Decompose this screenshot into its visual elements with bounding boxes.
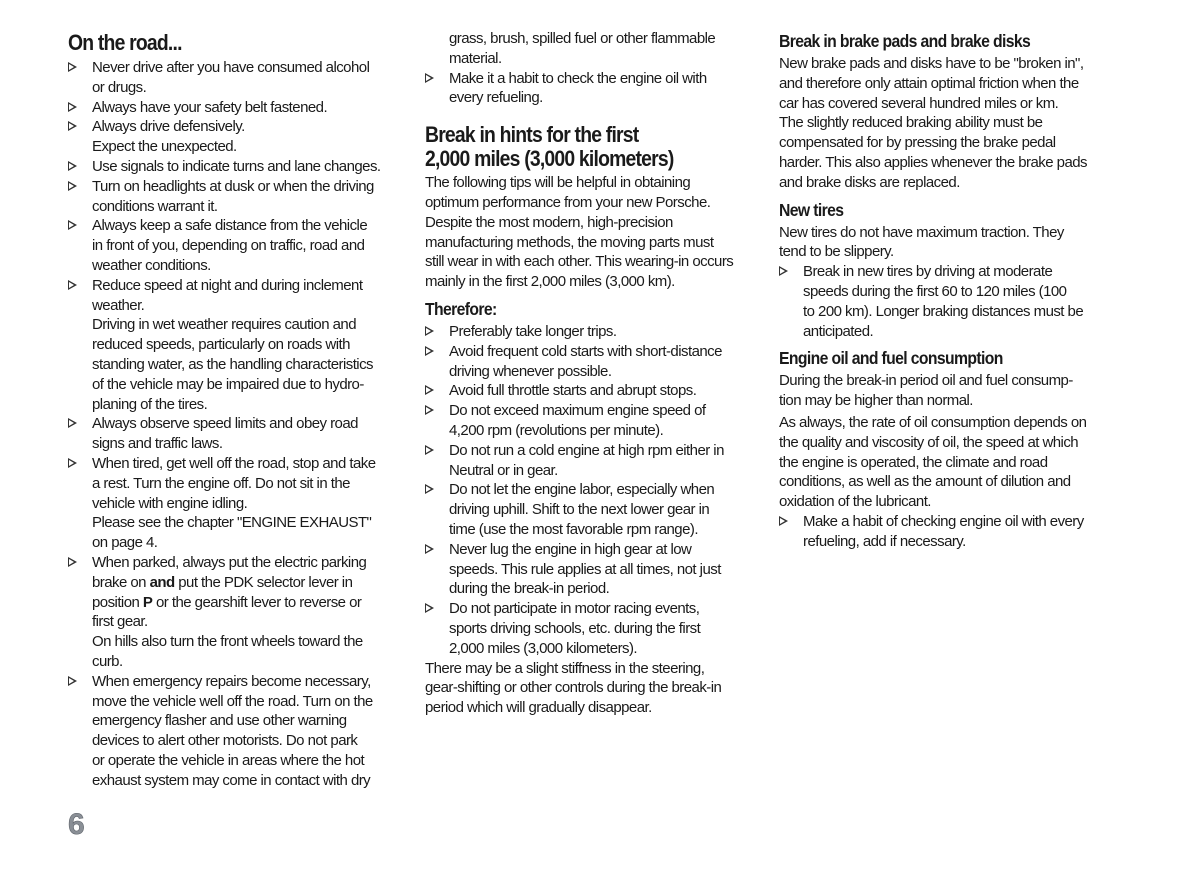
page-number: 6 (68, 808, 85, 841)
bullet-item (425, 342, 770, 382)
subsection-heading: Break in brake pads and brake disks (779, 31, 1031, 51)
text-line: or operate the vehicle in areas where the hot (92, 751, 365, 769)
text-line: a rest. Turn the engine off. Do not sit in the (92, 474, 350, 492)
text-line (68, 573, 413, 593)
triangle-bullet-icon (68, 220, 77, 230)
triangle-bullet-icon (68, 102, 77, 112)
paragraph (779, 413, 1124, 512)
text-span: position (92, 593, 143, 611)
triangle-bullet-icon (68, 121, 77, 131)
text-line: mainly in the first 2,000 miles (3,000 km). (425, 273, 675, 291)
text-line: Use signals to indicate turns and lane changes. (92, 157, 381, 175)
text-line: reduced speeds, particularly on roads with (92, 336, 350, 354)
text-line: period which will gradually disappear. (425, 699, 652, 717)
text-line: on page 4. (92, 534, 158, 552)
triangle-bullet-icon (779, 266, 788, 276)
text-line: Make it a habit to check the engine oil with (449, 69, 707, 87)
bullet-item (425, 540, 770, 599)
bullet-item (68, 553, 413, 672)
text-line: compensated for by pressing the brake pedal (779, 134, 1056, 152)
bullet-item (425, 480, 770, 539)
text-line: oxidation of the lubricant. (779, 493, 931, 511)
text-line: in front of you, depending on traffic, road and (92, 237, 365, 255)
triangle-bullet-icon (68, 62, 77, 72)
text-line: Despite the most modern, high-precision (425, 213, 673, 231)
text-line: When tired, get well off the road, stop and take (92, 454, 376, 472)
text-line: Make a habit of checking engine oil with every (803, 512, 1084, 530)
text-line: Neutral or in gear. (449, 461, 558, 479)
text-line: Always observe speed limits and obey road (92, 415, 358, 433)
text-line: curb. (92, 652, 123, 670)
text-line: optimum performance from your new Porsche. (425, 193, 711, 211)
text-line: When emergency repairs become necessary, (92, 672, 371, 690)
column-1 (68, 29, 413, 790)
text-line: standing water, as the handling characteristics (92, 355, 373, 373)
bullet-item (425, 69, 770, 109)
bullet-item (68, 117, 413, 157)
text-line: first gear. (92, 613, 148, 631)
bullet-item (425, 441, 770, 481)
triangle-bullet-icon (425, 385, 434, 395)
paragraph (425, 173, 770, 292)
text-line: The following tips will be helpful in obtaining (425, 174, 691, 192)
text-line: Avoid full throttle starts and abrupt stops. (449, 382, 697, 400)
triangle-bullet-icon (425, 544, 434, 554)
paragraph (779, 371, 1124, 411)
text-line: vehicle with engine idling. (92, 494, 248, 512)
text-line: time (use the most favorable rpm range). (449, 520, 698, 538)
text-line: Avoid frequent cold starts with short-distance (449, 342, 722, 360)
bullet-item (425, 401, 770, 441)
text-line: the quality and viscosity of oil, the speed at which (779, 433, 1079, 451)
text-line: Break in new tires by driving at moderate (803, 263, 1053, 281)
text-line: planing of the tires. (92, 395, 208, 413)
bullet-item (68, 276, 413, 415)
text-line: still wear in with each other. This wearing-in occurs (425, 253, 734, 271)
column-2 (425, 29, 770, 718)
text-span: or the gearshift lever to reverse or (152, 593, 362, 611)
text-line: Reduce speed at night and during inclement (92, 276, 363, 294)
triangle-bullet-icon (68, 458, 77, 468)
bullet-item (779, 512, 1124, 552)
heading-line: 2,000 miles (3,000 kilometers) (425, 146, 674, 172)
text-line: the engine is operated, the climate and road (779, 453, 1048, 471)
text-line: 4,200 rpm (revolutions per minute). (449, 421, 664, 439)
text-line: Do not exceed maximum engine speed of (449, 402, 706, 420)
text-line: refueling, add if necessary. (803, 532, 966, 550)
text-line: and brake disks are replaced. (779, 173, 960, 191)
bullet-item (68, 216, 413, 275)
text-line: Please see the chapter "ENGINE EXHAUST" (92, 514, 372, 532)
bullet-item (68, 672, 413, 791)
triangle-bullet-icon (425, 405, 434, 415)
text-line: exhaust system may come in contact with dry (92, 771, 371, 789)
bold-text: and (149, 573, 175, 591)
text-line: during the break-in period. (449, 580, 610, 598)
text-line: Expect the unexpected. (92, 138, 237, 156)
text-line: car has covered several hundred miles or km. (779, 94, 1059, 112)
triangle-bullet-icon (68, 181, 77, 191)
text-line: manufacturing methods, the moving parts must (425, 233, 714, 251)
text-line: tion may be higher than normal. (779, 392, 973, 410)
text-line: conditions, as well as the amount of dilution and (779, 473, 1071, 491)
subsection-heading: Engine oil and fuel consumption (779, 348, 1003, 369)
paragraph (425, 29, 770, 69)
triangle-bullet-icon (425, 73, 434, 83)
text-line: Driving in wet weather requires caution and (92, 316, 357, 334)
text-span: brake on (92, 573, 150, 591)
bullet-item (425, 322, 770, 342)
triangle-bullet-icon (68, 676, 77, 686)
bullet-item (68, 58, 413, 98)
text-line: Always drive defensively. (92, 118, 245, 136)
paragraph (779, 223, 1124, 263)
bullet-item (68, 414, 413, 454)
text-line: sports driving schools, etc. during the first (449, 619, 701, 637)
text-line: As always, the rate of oil consumption depends on (779, 413, 1087, 431)
section-heading (425, 123, 729, 171)
text-line: On hills also turn the front wheels toward the (92, 633, 363, 651)
bullet-item (68, 98, 413, 118)
text-line: speeds. This rule applies at all times, not just (449, 560, 721, 578)
text-line: and therefore only attain optimal friction when the (779, 74, 1079, 92)
triangle-bullet-icon (425, 346, 434, 356)
text-line: During the break-in period oil and fuel consump- (779, 372, 1073, 390)
text-line: speeds during the first 60 to 120 miles (100 (803, 282, 1067, 300)
text-line: Always keep a safe distance from the vehicle (92, 217, 368, 235)
column-3 (779, 30, 1124, 552)
text-line: 2,000 miles (3,000 kilometers). (449, 639, 638, 657)
text-line: driving whenever possible. (449, 362, 612, 380)
text-line: harder. This also applies whenever the brake pads (779, 153, 1087, 171)
triangle-bullet-icon (425, 484, 434, 494)
text-line: emergency flasher and use other warning (92, 712, 347, 730)
text-line: driving uphill. Shift to the next lower gear in (449, 501, 710, 519)
text-line: Do not run a cold engine at high rpm either in (449, 441, 724, 459)
triangle-bullet-icon (425, 603, 434, 613)
triangle-bullet-icon (68, 161, 77, 171)
bullet-item (779, 262, 1124, 341)
text-line: New brake pads and disks have to be "broken in", (779, 55, 1084, 72)
text-line: signs and traffic laws. (92, 435, 223, 453)
text-line: gear-shifting or other controls during the break-in (425, 679, 722, 697)
triangle-bullet-icon (779, 516, 788, 526)
text-line: Always have your safety belt fastened. (92, 98, 328, 116)
text-line (68, 593, 413, 613)
bullet-item (68, 454, 413, 553)
text-line: anticipated. (803, 322, 874, 340)
text-line: every refueling. (449, 89, 543, 107)
text-line: weather. (92, 296, 145, 314)
triangle-bullet-icon (68, 418, 77, 428)
bullet-item (425, 599, 770, 658)
subsection-heading: New tires (779, 199, 844, 220)
bold-text: P (142, 593, 153, 611)
text-line: conditions warrant it. (92, 197, 218, 215)
text-line: Never lug the engine in high gear at low (449, 540, 692, 558)
text-line: Turn on headlights at dusk or when the driving (92, 177, 374, 195)
triangle-bullet-icon (68, 557, 77, 567)
text-line: grass, brush, spilled fuel or other flammable (449, 30, 716, 47)
text-line: Do not participate in motor racing events, (449, 600, 700, 618)
text-line: tend to be slippery. (779, 243, 894, 261)
text-line: Preferably take longer trips. (449, 322, 617, 340)
bullet-item (425, 381, 770, 401)
text-line: When parked, always put the electric parking (92, 553, 367, 571)
heading-line: Break in hints for the first (425, 122, 639, 148)
triangle-bullet-icon (425, 326, 434, 336)
text-line: Do not let the engine labor, especially when (449, 481, 715, 499)
triangle-bullet-icon (68, 280, 77, 290)
paragraph (779, 54, 1124, 193)
text-line: weather conditions. (92, 256, 211, 274)
text-line: devices to alert other motorists. Do not park (92, 732, 358, 750)
text-line: Never drive after you have consumed alcohol (92, 59, 370, 76)
text-line: move the vehicle well off the road. Turn on the (92, 692, 373, 710)
bullet-item (68, 157, 413, 177)
text-line: material. (449, 49, 502, 67)
subsection-heading: Therefore: (425, 298, 497, 319)
section-title: On the road... (68, 30, 182, 55)
text-span: put the PDK selector lever in (174, 573, 353, 591)
text-line: or drugs. (92, 78, 147, 96)
triangle-bullet-icon (425, 445, 434, 455)
text-line: to 200 km). Longer braking distances must be (803, 302, 1084, 320)
text-line: of the vehicle may be impaired due to hydro- (92, 375, 364, 393)
paragraph (425, 659, 770, 718)
bullet-item (68, 177, 413, 217)
text-line: There may be a slight stiffness in the steering, (425, 659, 705, 677)
text-line: New tires do not have maximum traction. They (779, 223, 1064, 241)
text-line: The slightly reduced braking ability must be (779, 114, 1043, 132)
